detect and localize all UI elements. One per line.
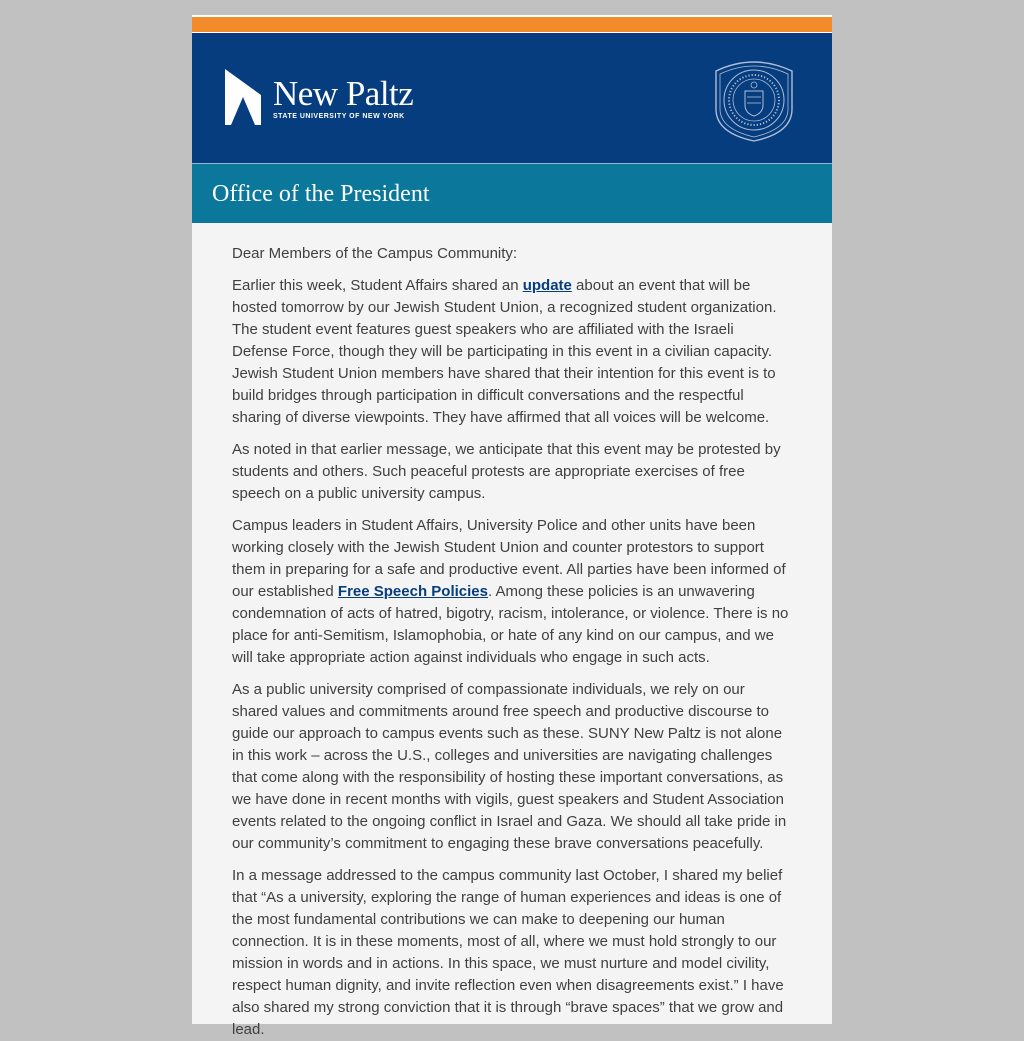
logo-mark-icon [225,69,261,125]
paragraph-1 [232,275,792,429]
free-speech-policies-link[interactable]: Free Speech Policies [337,583,488,600]
brand-header [192,33,832,163]
university-seal-icon [710,55,798,143]
paragraph-5: In a message addressed to the campus community last October, I shared my belief that “As a university, exploring the range of human experiences and ideas is one of the most fundamental contributions we can make to deepening our human connection. It is in these moments, most of all, where we must hold strongly to our mission in words and in actions. In this space, we must nurture and model civility, respect human dignity, and invite reflection even when disagreements exist.” I have also shared my strong conviction that it is through “brave spaces” that we grow and lead. [232,867,784,1038]
logo-tagline: STATE UNIVERSITY OF NEW YORK [273,113,405,120]
paragraph-3-text-start: Campus leaders in Student Affairs, University Police and other units have been working closely with the Jewish Student Union and counter protestors to support them in preparing for a safe and productive event. All parties have been informed of our established [232,517,786,600]
salutation: Dear Members of the Campus Community: [232,245,518,262]
new-paltz-logo [225,69,413,125]
paragraph-2: As noted in that earlier message, we anticipate that this event may be protested by students and others. Such peaceful protests are appropriate exercises of free speech on a public university campus. [232,441,781,502]
message-body [192,223,832,1041]
orange-accent-bar [192,17,832,32]
paragraph-3-text-end: . Among these policies is an unwavering condemnation of acts of hatred, bigotry, racism, intolerance, or violence. There is no place for anti-Semitism, Islamophobia, or hate of any kind on our campus, and we will take appropriate action against individuals who engage in such acts. [232,583,789,666]
logo-wordmark: New Paltz [273,74,414,113]
paragraph-1-text-end: about an event that will be hosted tomorrow by our Jewish Student Union, a recognized student organization. The student event features guest speakers who are affiliated with the Israeli Defense Force, though they will be participating in this event in a civilian capacity. Jewish Student Union members have shared that their intention for this event is to build bridges through participation in difficult conversations and the respectful sharing of diverse viewpoints. They have affirmed that all voices will be welcome. [232,277,777,426]
paragraph-3 [232,515,792,669]
update-link[interactable]: update [522,277,572,294]
email-container [192,15,832,1038]
paragraph-4: As a public university comprised of compassionate individuals, we rely on our shared values and commitments around free speech and productive discourse to guide our approach to campus events such as these. SUNY New Paltz is not alone in this work – across the U.S., colleges and universities are navigating challenges that come along with the responsibility of hosting these important conversations, as we have done in recent months with vigils, guest speakers and Student Association events related to the ongoing conflict in Israel and Gaza. We should all take pride in our community’s commitment to engaging these brave conversations peacefully. [232,681,787,852]
page-title: Office of the President [212,181,430,207]
paragraph-1-text-start: Earlier this week, Student Affairs shared an [232,277,523,294]
title-band [192,163,832,223]
